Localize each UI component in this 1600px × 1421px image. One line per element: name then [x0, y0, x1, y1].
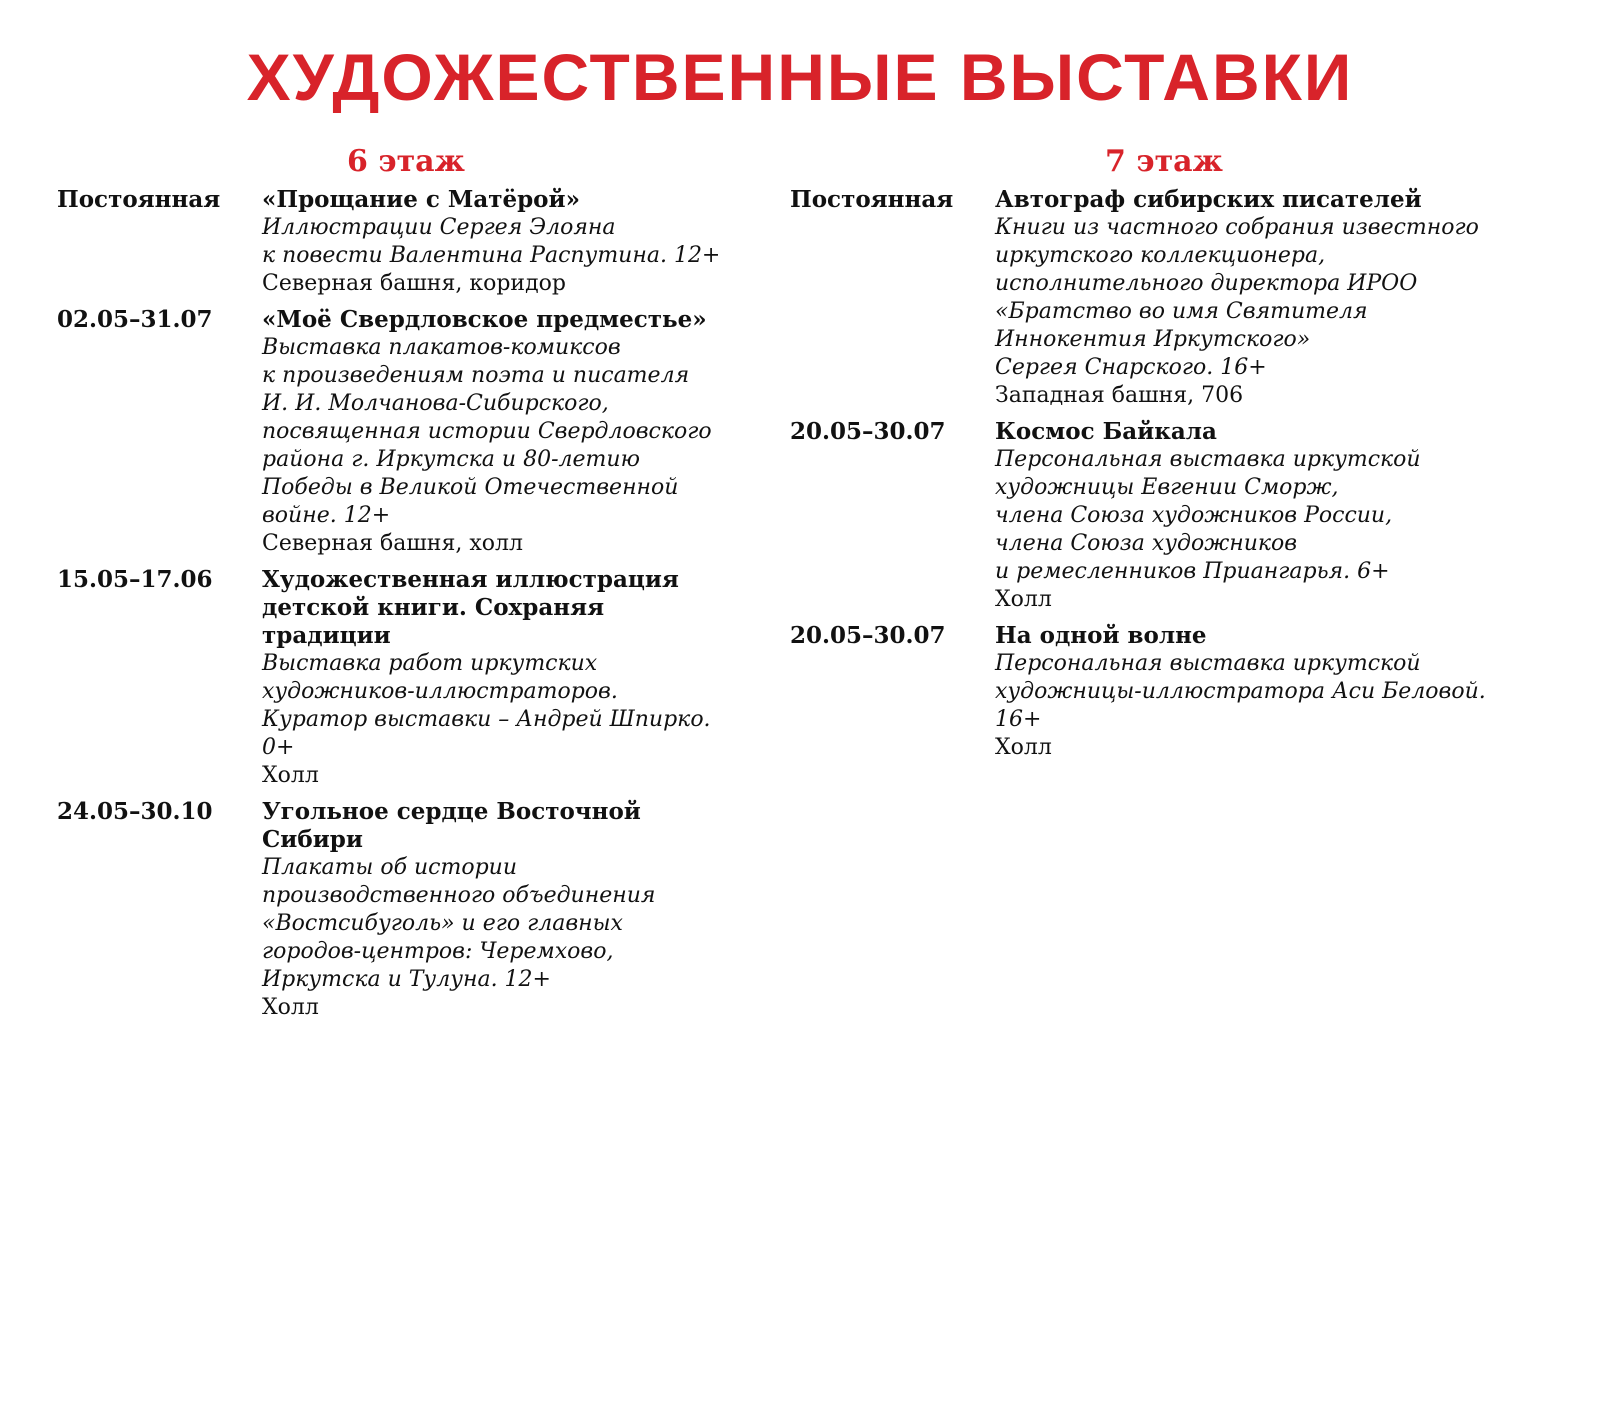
exhibition-description: Выставка плакатов-комиксов к произведениям поэта и писателя И. И. Молчанова-Сибирского, посвященная истории Свердловского района г. Иркутска и 80-летию Победы в Великой Отечественной войне. 12+ [262, 334, 712, 528]
exhibition-description: Персональная выставка иркутской художницы Евгении Сморж, члена Союза художников России, члена Союза художников и ремесленников Приангарья. 6+ [995, 446, 1421, 584]
exhibition-body [262, 798, 757, 1022]
exhibition-description: Плакаты об истории производственного объединения «Востсибуголь» и его главных городов-центров: Черемхово, Иркутска и Тулуна. 12+ [262, 854, 656, 992]
exhibition-description: Выставка работ иркутских художников-иллюстраторов. Куратор выставки – Андрей Шпирко. 0+ [262, 650, 711, 760]
exhibition-na-odnoy-volne [790, 622, 1560, 762]
exhibition-description: Иллюстрации Сергея Элояна к повести Валентина Распутина. 12+ [262, 214, 721, 268]
floor-7-heading: 7 этаж [1105, 144, 1223, 179]
exhibition-date: Постоянная [790, 185, 954, 213]
exhibition-location: Холл [262, 994, 319, 1020]
exhibition-body [262, 186, 757, 298]
exhibition-location: Холл [995, 586, 1052, 612]
exhibition-location: Западная башня, 706 [995, 382, 1244, 408]
floor-7-column [790, 145, 1560, 770]
floor-6-column [57, 145, 757, 1030]
page-title: ХУДОЖЕСТВЕННЫЕ ВЫСТАВКИ [246, 40, 1354, 114]
exhibition-title: Угольное сердце Восточной Сибири [262, 797, 641, 853]
exhibition-title: «Моё Свердловское предместье» [262, 305, 707, 333]
exhibition-location: Холл [262, 762, 319, 788]
exhibition-date: 24.05–30.10 [57, 797, 213, 825]
exhibition-location: Северная башня, холл [262, 530, 523, 556]
exhibition-title: Космос Байкала [995, 417, 1217, 445]
exhibition-body [995, 418, 1560, 614]
exhibition-avtograf [790, 186, 1560, 410]
exhibition-date: 20.05–30.07 [790, 621, 946, 649]
exhibition-body [262, 566, 757, 790]
exhibition-date: 02.05–31.07 [57, 305, 213, 333]
floor-6-heading: 6 этаж [347, 144, 465, 179]
exhibition-description: Книги из частного собрания известного иркутского коллекционера, исполнительного директора ИРОО «Братство во имя Святителя Иннокентия Иркутского» Сергея Снарского. 16+ [995, 214, 1479, 380]
exhibition-description: Персональная выставка иркутской художницы-иллюстратора Аси Беловой. 16+ [995, 650, 1486, 732]
exhibition-date: 20.05–30.07 [790, 417, 946, 445]
exhibition-body [262, 306, 757, 558]
exhibition-sverdlovskoe [57, 306, 757, 558]
exhibition-title: Автограф сибирских писателей [995, 185, 1422, 213]
exhibition-body [995, 622, 1560, 762]
exhibition-location: Холл [995, 734, 1052, 760]
exhibition-title: «Прощание с Матёрой» [262, 185, 580, 213]
exhibition-ugolnoe-serdtse [57, 798, 757, 1022]
exhibition-body [995, 186, 1560, 410]
exhibition-title: Художественная иллюстрация детской книги. Сохраняя традиции [262, 565, 679, 649]
exhibition-kosmos-baikala [790, 418, 1560, 614]
exhibition-date: Постоянная [57, 185, 221, 213]
exhibition-location: Северная башня, коридор [262, 270, 566, 296]
exhibition-proshchanie [57, 186, 757, 298]
exhibition-title: На одной волне [995, 621, 1207, 649]
exhibition-illustration [57, 566, 757, 790]
exhibition-date: 15.05–17.06 [57, 565, 213, 593]
